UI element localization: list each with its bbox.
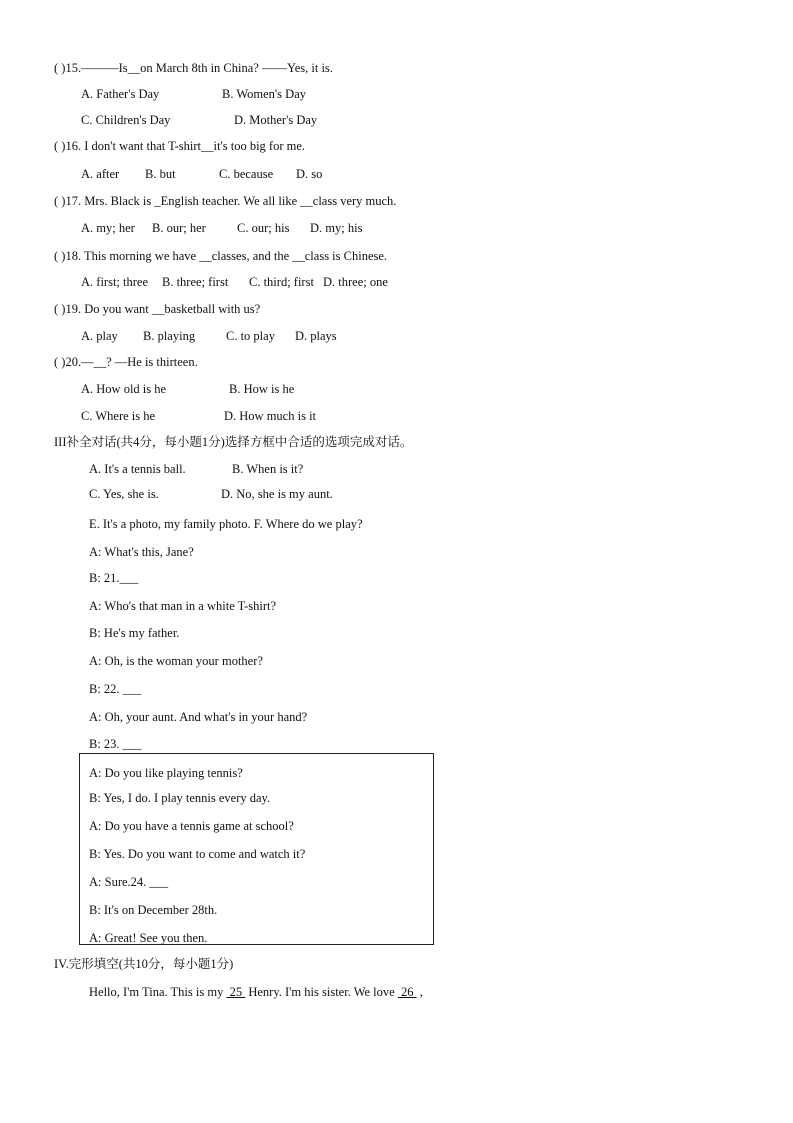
option-17a: A. my; her <box>81 221 135 235</box>
box-dialogue-line: A: Do you like playing tennis? <box>89 766 243 780</box>
option-16a: A. after <box>81 167 120 181</box>
option-15a: A. Father's Day <box>81 87 160 101</box>
choice-e-f: E. It's a photo, my family photo. F. Where do we play? <box>89 517 363 531</box>
option-15b: B. Women's Day <box>222 87 306 101</box>
option-19c: C. to play <box>226 329 275 343</box>
option-18a: A. first; three <box>81 275 148 289</box>
option-17c: C. our; his <box>237 221 290 235</box>
question-20: ( )20.—__? —He is thirteen. <box>54 355 198 369</box>
option-19d: D. plays <box>295 329 337 343</box>
dialogue-line: B: He's my father. <box>89 626 180 640</box>
option-18d: D. three; one <box>323 275 388 289</box>
question-18: ( )18. This morning we have __classes, and the __class is Chinese. <box>54 249 388 263</box>
box-dialogue-line: A: Sure.24. ___ <box>89 875 169 889</box>
question-17: ( )17. Mrs. Black is _English teacher. We all like __class very much. <box>54 194 397 208</box>
dialogue-line: A: What's this, Jane? <box>89 545 194 559</box>
box-dialogue-line: B: It's on December 28th. <box>89 903 218 917</box>
cloze-passage <box>89 984 423 1000</box>
option-17d: D. my; his <box>310 221 363 235</box>
dialogue-line: A: Oh, your aunt. And what's in your hand? <box>89 710 308 724</box>
option-20b: B. How is he <box>229 382 295 396</box>
choice-d: D. No, she is my aunt. <box>221 487 333 501</box>
option-20c: C. Where is he <box>81 409 156 423</box>
option-18c: C. third; first <box>249 275 314 289</box>
option-17b: B. our; her <box>152 221 206 235</box>
option-19a: A. play <box>81 329 118 343</box>
option-18b: B. three; first <box>162 275 229 289</box>
cloze-blank-26: 26 <box>397 985 417 999</box>
box-dialogue-line: A: Great! See you then. <box>89 931 208 945</box>
option-20a: A. How old is he <box>81 382 167 396</box>
dialogue-line: B: 23. ___ <box>89 737 142 751</box>
option-20d: D. How much is it <box>224 409 317 423</box>
option-16d: D. so <box>296 167 323 181</box>
dialogue-line: B: 22. ___ <box>89 682 142 696</box>
box-dialogue-line: B: Yes, I do. I play tennis every day. <box>89 791 271 805</box>
box-dialogue-line: B: Yes. Do you want to come and watch it? <box>89 847 306 861</box>
option-16c: C. because <box>219 167 274 181</box>
option-15c: C. Children's Day <box>81 113 171 127</box>
cloze-text: , <box>416 985 423 999</box>
section-4-title: IV.完形填空(共10分，每小题1分) <box>54 957 234 971</box>
option-19b: B. playing <box>143 329 196 343</box>
choice-a: A. It's a tennis ball. <box>89 462 186 476</box>
question-16: ( )16. I don't want that T-shirt__it's too big for me. <box>54 139 306 153</box>
dialogue-line: B: 21.___ <box>89 571 139 585</box>
section-3-title: III补全对话(共4分，每小题1分)选择方框中合适的选项完成对话。 <box>54 435 413 449</box>
choice-c: C. Yes, she is. <box>89 487 159 501</box>
box-dialogue-line: A: Do you have a tennis game at school? <box>89 819 294 833</box>
cloze-text: Hello, I'm Tina. This is my <box>89 985 227 999</box>
question-15: ( )15.———Is__on March 8th in China? ——Yes, it is. <box>54 61 333 75</box>
cloze-blank-25: 25 <box>226 985 246 999</box>
dialogue-line: A: Who's that man in a white T-shirt? <box>89 599 277 613</box>
option-16b: B. but <box>145 167 176 181</box>
option-15d: D. Mother's Day <box>234 113 318 127</box>
question-19: ( )19. Do you want __basketball with us? <box>54 302 261 316</box>
cloze-text: Henry. I'm his sister. We love <box>245 985 398 999</box>
choice-b: B. When is it? <box>232 462 304 476</box>
dialogue-line: A: Oh, is the woman your mother? <box>89 654 263 668</box>
